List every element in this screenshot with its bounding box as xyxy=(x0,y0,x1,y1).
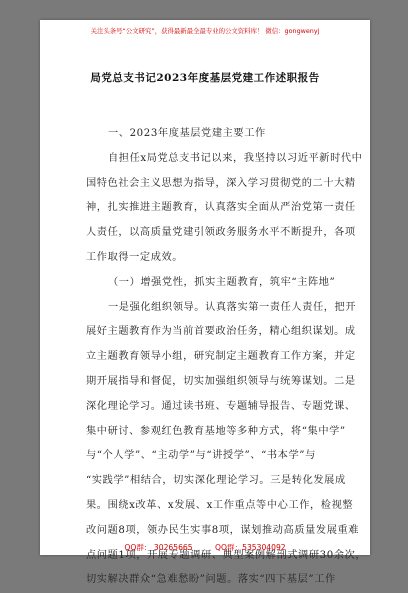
paragraph-line: 立主题教育领导小组，研究制定主题教育工作方案，并定 xyxy=(86,351,356,363)
paragraph-line: “实践学”相结合，切实深化理论学习。三是转化发展成 xyxy=(86,475,346,487)
paragraph-line: 神，扎实推进主题教育，认真落实全面从严治党第一责任 xyxy=(86,202,356,214)
paragraph-line: 工作取得一定成效。 xyxy=(86,251,184,263)
qq-group-footer xyxy=(40,542,370,553)
paragraph-line: 改问题8项，领办民生实事8项，谋划推动高质量发展重难 xyxy=(86,524,360,536)
document-title: 局党总支书记2023年度基层党建工作述职报告 xyxy=(90,72,320,84)
paragraph-line: 果。围绕x改革、x发展、x工作重点等中心工作，检视整 xyxy=(86,499,354,511)
qq-group-2: QQ群：535304092 xyxy=(215,543,286,552)
paragraph-line: 展好主题教育作为当前首要政治任务，精心组织谋划。成 xyxy=(86,326,356,338)
subsection-heading: （一）增强党性，抓实主题教育，筑牢“主阵地” xyxy=(108,276,336,288)
promo-banner: 关注头条号“公文研究”，获得最新最全最专业的公文资料库！ 微信：gongwenyj xyxy=(90,27,320,35)
paragraph-line: 集中研讨、参观红色教育基地等多种方式，将“集中学” xyxy=(86,425,346,437)
paragraph-line: 深化理论学习。通过读书班、专题辅导报告、专题党课、 xyxy=(86,400,356,412)
paragraph-line: 切实解决群众“急难愁盼”问题。落实“四下基层”工作 xyxy=(86,574,336,586)
qq-group-1: QQ群： 30265665 xyxy=(124,543,193,552)
document-body xyxy=(86,122,367,593)
paragraph-line: 与“个人学”、“主动学”与“讲授学”、“书本学”与 xyxy=(86,450,316,462)
paragraph-line: 点问题1项，开展专题调研、典型案例解剖式调研30余次， xyxy=(86,549,367,561)
paragraph-line: 人责任，以高质量党建引领政务服务水平不断提升，各项 xyxy=(86,227,356,239)
paragraph-line: 国特色社会主义思想为指导，深入学习贯彻党的二十大精 xyxy=(86,177,356,189)
paragraph-line: 期开展指导和督促，切实加强组织领导与统筹谋划。二是 xyxy=(86,375,356,387)
document-page xyxy=(40,20,370,586)
section-heading: 一、2023年度基层党建主要工作 xyxy=(108,128,266,139)
paragraph-line: 一是强化组织领导。认真落实第一责任人责任，把开 xyxy=(108,301,357,313)
paragraph-line: 自担任x局党总支书记以来，我坚持以习近平新时代中 xyxy=(108,152,363,164)
